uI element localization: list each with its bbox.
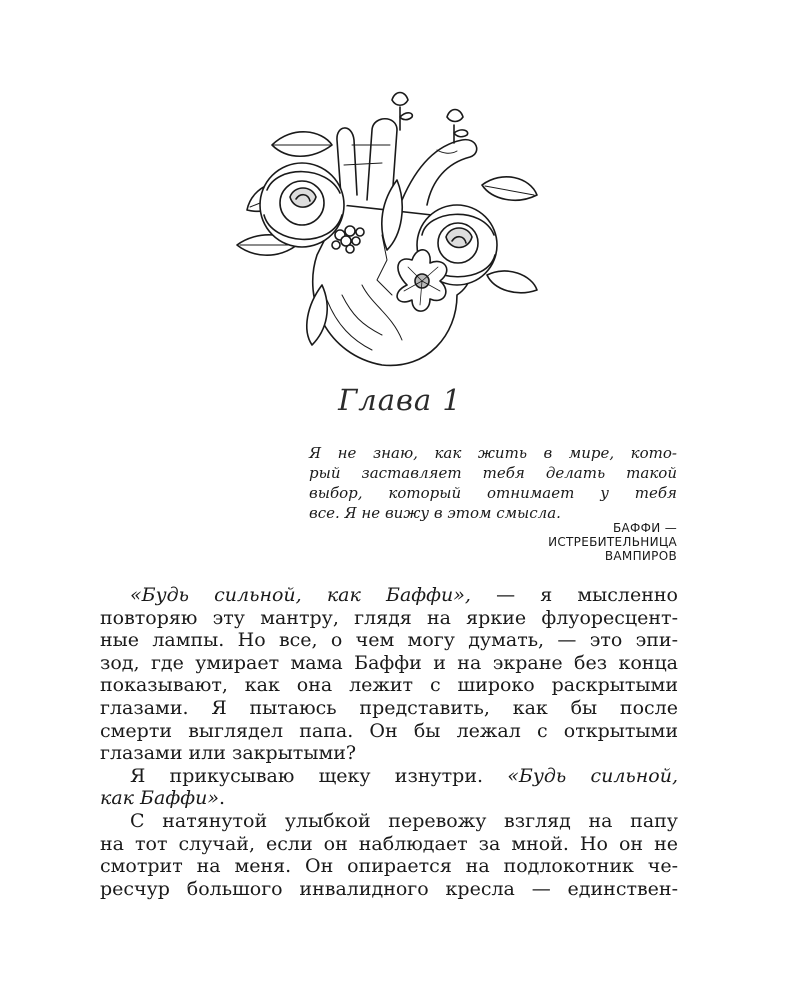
body-line: зод, где умирает мама Баффи и на экране без конца <box>100 651 678 674</box>
body-line: повторяю эту мантру, глядя на яркие флуоресцент- <box>100 606 678 629</box>
artery-right <box>402 140 477 205</box>
chapter-title: Глава 1 <box>338 383 462 417</box>
body-line: ресчур большого инвалидного кресла — единствен- <box>100 877 678 900</box>
body-line: ные лампы. Но все, о чем могу думать, — это эпи- <box>100 629 678 652</box>
body-line: показывают, как она лежит с широко раскрытыми <box>100 674 678 697</box>
epigraph-source-line: ВАМПИРОВ <box>604 549 677 563</box>
body-line: С натянутой улыбкой перевожу взгляд на папу <box>130 809 678 832</box>
body-line-text: . <box>218 787 226 810</box>
body-line-italic: «Будь сильной, <box>507 764 678 787</box>
epigraph <box>309 443 677 523</box>
epigraph-line: Я не знаю, как жить в мире, кото- <box>309 444 677 462</box>
epigraph-line: рый заставляет тебя делать такой <box>309 464 677 482</box>
body-line-text: Я прикусываю щеку изнутри. <box>130 764 508 787</box>
epigraph-line: все. Я не вижу в этом смысла. <box>309 504 561 522</box>
leaf-right-bottom <box>487 271 537 293</box>
body-line: смотрит на меня. Он опирается на подлокотник че- <box>100 855 678 878</box>
anatomical-heart-with-flowers-icon <box>232 85 552 370</box>
body-line: глазами или закрытыми? <box>100 742 357 765</box>
leaf-right-top <box>482 177 537 200</box>
leaf-left-top <box>272 132 332 156</box>
epigraph-source-line: ИСТРЕБИТЕЛЬНИЦА <box>548 535 677 549</box>
epigraph-line: выбор, который отнимает у тебя <box>309 484 677 502</box>
body-line-text: — я мысленно <box>470 584 678 606</box>
body-line-italic: как Баффи» <box>100 787 219 810</box>
body-line-italic: «Будь сильной, как Баффи», <box>130 584 471 606</box>
body-line: смерти выглядел папа. Он бы лежал с открытыми <box>100 719 678 742</box>
body-line: глазами. Я пытаюсь представить, как бы после <box>100 696 678 719</box>
epigraph-source-line: БАФФИ — <box>613 521 677 535</box>
epigraph-source <box>548 521 677 563</box>
bud-top-right <box>447 110 468 144</box>
rose-left <box>260 163 344 247</box>
leaf-bottom-left <box>307 285 327 345</box>
body-line <box>100 787 678 810</box>
body-line: на тот случай, если он наблюдает за мной. Но он не <box>100 832 678 855</box>
body-line <box>100 584 678 607</box>
body-line <box>100 765 678 788</box>
body-text <box>100 584 678 900</box>
